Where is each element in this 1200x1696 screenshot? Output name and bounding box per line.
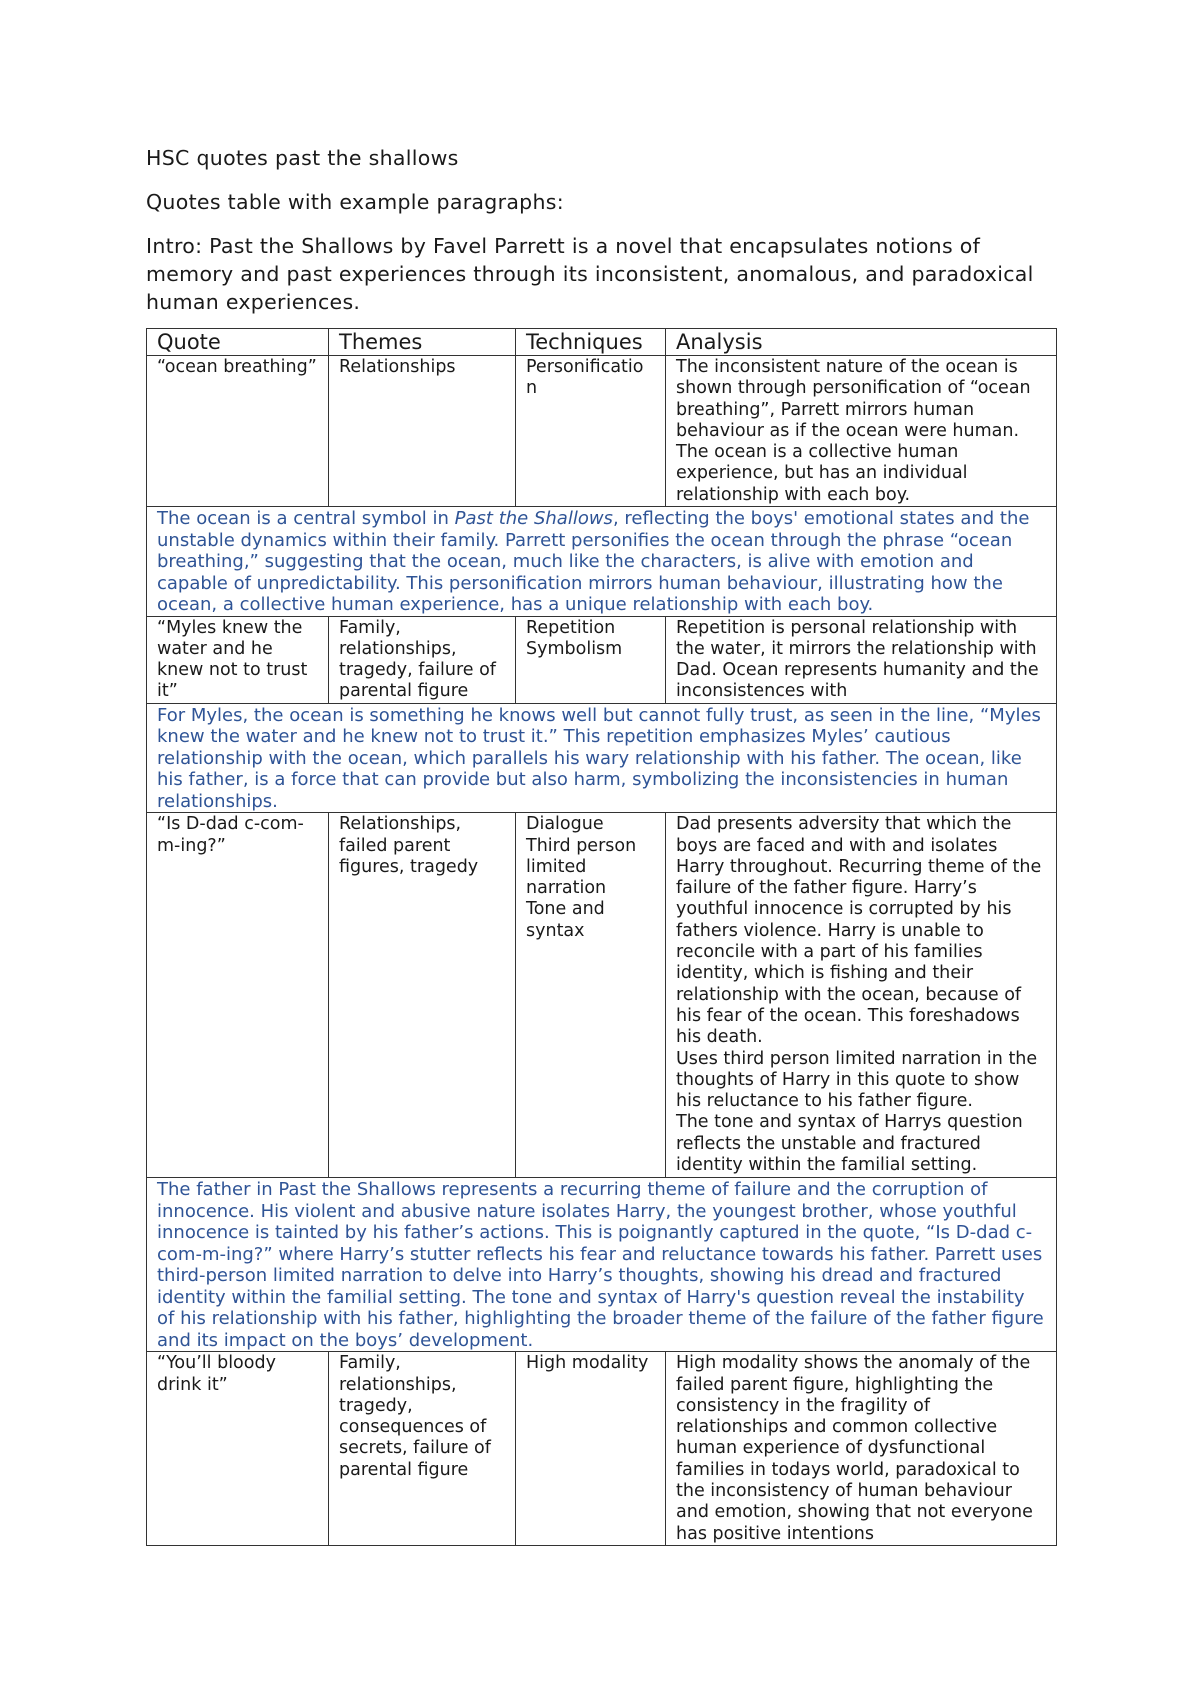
analysis-cell: The inconsistent nature of the ocean is shown through personification of “ocean breathing”, Parrett mirrors human behaviour as if the ocean were human. The ocean is a collective human experience, but has an individual relationship with each boy. <box>666 356 1057 507</box>
quotes-table <box>146 328 1057 1546</box>
themes-cell: Family, relationships, tragedy, failure of parental figure <box>329 616 516 703</box>
example-paragraph: For Myles, the ocean is something he knows well but cannot fully trust, as seen in the line, “Myles knew the water and he knew not to trust it.” This repetition emphasizes Myles’ cautious relationship with the ocean, which parallels his wary relationship with his father. The ocean, like his father, is a force that can provide but also harm, symbolizing the inconsistencies in human relationships. <box>147 703 1057 813</box>
technique-item: Third person limited narration <box>526 835 637 899</box>
quote-cell: “Myles knew the water and he knew not to trust it” <box>147 616 329 703</box>
document-subtitle: Quotes table with example paragraphs: <box>146 190 564 214</box>
themes-cell: Family, relationships, tragedy, consequences of secrets, failure of parental figure <box>329 1352 516 1546</box>
technique-item: Tone and syntax <box>526 899 605 941</box>
analysis-cell: Repetition is personal relationship with the water, it mirrors the relationship with Dad. Ocean represents humanity and the inconsistences with <box>666 616 1057 703</box>
example-paragraph-row <box>147 703 1057 813</box>
table-header-row <box>147 329 1057 356</box>
header-themes: Themes <box>329 329 516 356</box>
paragraph-text: , reflecting the boys' emotional states and the unstable dynamics within their family. Parrett personifies the ocean through the phrase “ocean breathing,” suggesting that the ocean, much like the characters, is alive with emotion and capable of unpredictability. This personification mirrors human behaviour, illustrating how the ocean, a collective human experience, has a unique relationship with each boy. <box>157 508 1030 616</box>
paragraph-text: The ocean is a central symbol in <box>157 508 455 530</box>
quote-cell: “Is D-dad c-com-m-ing?” <box>147 813 329 1178</box>
example-paragraph: The father in Past the Shallows represents a recurring theme of failure and the corruption of innocence. His violent and abusive nature isolates Harry, the youngest brother, whose youthful innocence is tainted by his father’s actions. This is poignantly captured in the quote, “Is D-dad c-com-m-ing?” where Harry’s stutter reflects his fear and reluctance towards his father. Parrett uses third-person limited narration to delve into Harry’s thoughts, showing his dread and fractured identity within the familial setting. The tone and syntax of Harry's question reveal the instability of his relationship with his father, highlighting the broader theme of the failure of the father figure and its impact on the boys’ development. <box>147 1178 1057 1352</box>
quote-cell: “ocean breathing” <box>147 356 329 507</box>
table-row <box>147 356 1057 507</box>
table-row <box>147 616 1057 703</box>
technique-item: Dialogue <box>526 814 604 835</box>
header-quote: Quote <box>147 329 329 356</box>
techniques-cell <box>516 813 666 1178</box>
example-paragraph-row <box>147 1178 1057 1352</box>
table-row <box>147 1352 1057 1546</box>
analysis-text: Dad presents adversity that which the boys are faced and with and isolates Harry throughout. Recurring theme of the failure of the father figure. Harry’s youthful innocence is corrupted by his fathers violence. Harry is unable to reconcile with a part of his families identity, which is fishing and their relationship with the ocean, because of his fear of the ocean. This foreshadows his death. <box>676 814 1042 1048</box>
analysis-text: The tone and syntax of Harrys question reflects the unstable and fractured identity within the familial setting. <box>676 1112 1023 1176</box>
table-row <box>147 813 1057 1178</box>
quote-cell: “You’ll bloody drink it” <box>147 1352 329 1546</box>
document-title: HSC quotes past the shallows <box>146 146 459 170</box>
example-paragraph-row <box>147 507 1057 617</box>
techniques-cell: High modality <box>516 1352 666 1546</box>
analysis-cell: High modality shows the anomaly of the failed parent figure, highlighting the consistency in the fragility of relationships and common collective human experience of dysfunctional families in todays world, paradoxical to the inconsistency of human behaviour and emotion, showing that not everyone has positive intentions <box>666 1352 1057 1546</box>
techniques-cell: Personificatio n <box>516 356 666 507</box>
example-paragraph <box>147 507 1057 617</box>
header-techniques: Techniques <box>516 329 666 356</box>
intro-paragraph: Intro: Past the Shallows by Favel Parrett is a novel that encapsulates notions of memory and past experiences through its inconsistent, anomalous, and paradoxical human experiences. <box>146 234 1034 314</box>
themes-cell: Relationships <box>329 356 516 507</box>
header-analysis: Analysis <box>666 329 1057 356</box>
novel-title-italic: Past the Shallows <box>454 508 613 530</box>
themes-cell: Relationships, failed parent figures, tragedy <box>329 813 516 1178</box>
document-page <box>146 144 1056 1546</box>
analysis-cell <box>666 813 1057 1178</box>
techniques-cell: Repetition Symbolism <box>516 616 666 703</box>
analysis-text: Uses third person limited narration in the thoughts of Harry in this quote to show his reluctance to his father figure. <box>676 1048 1038 1112</box>
